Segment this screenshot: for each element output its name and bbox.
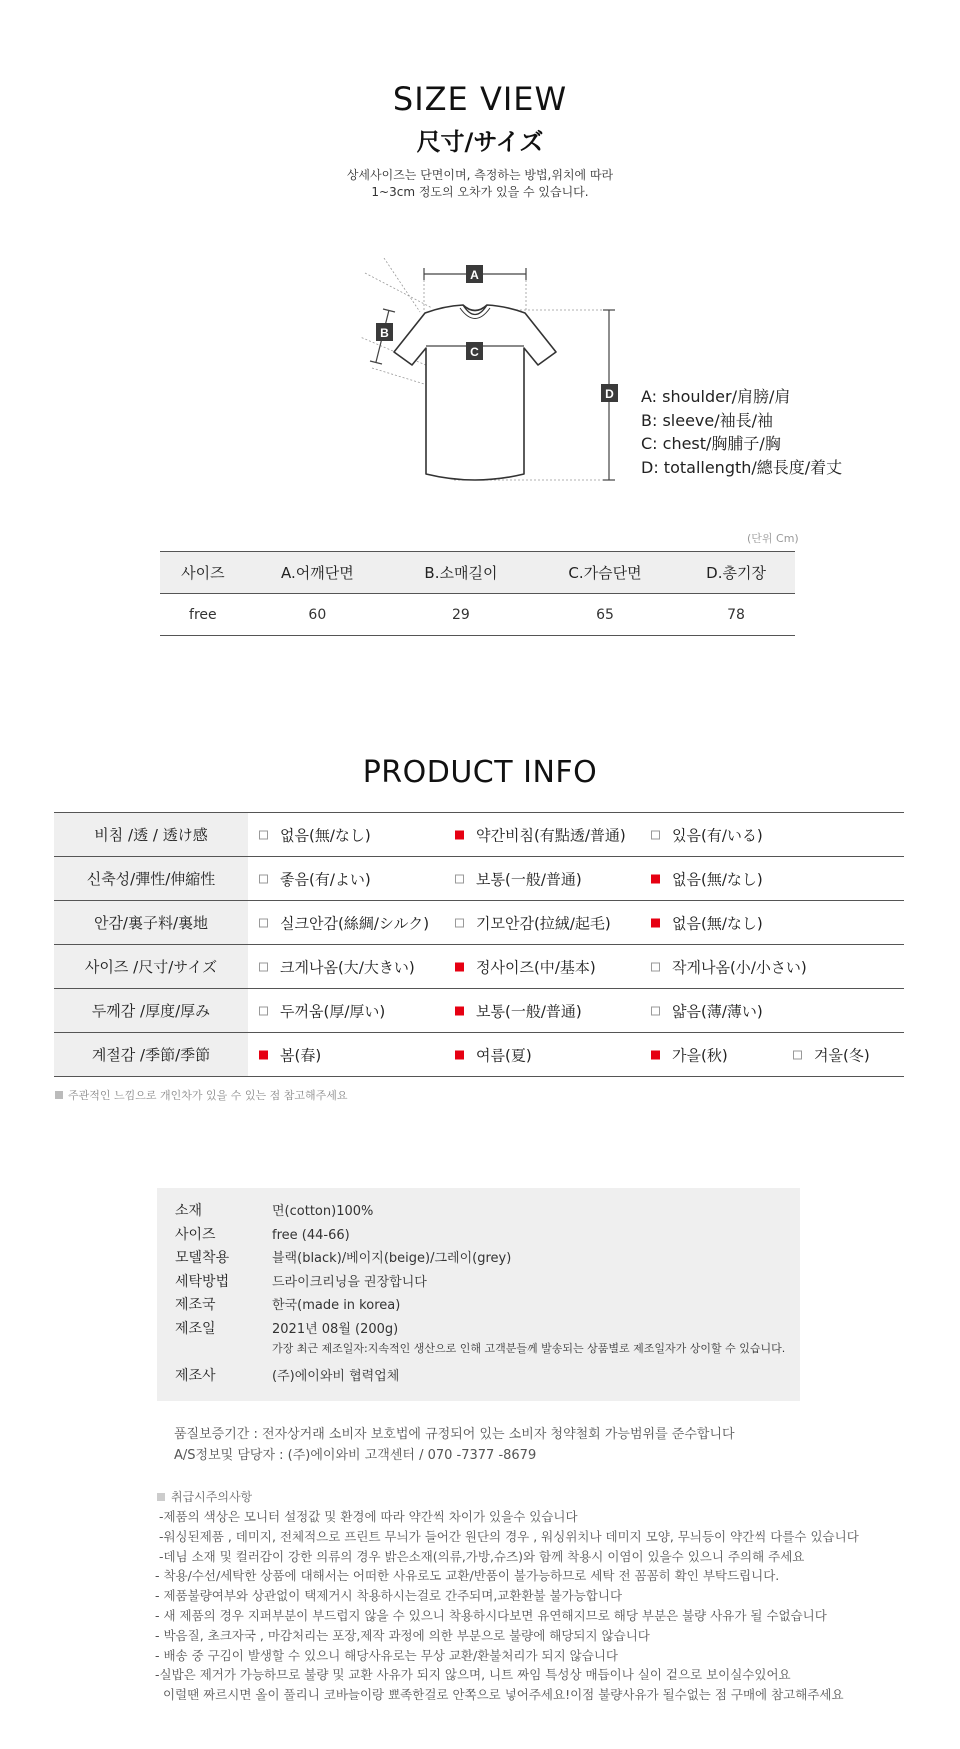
quality-warranty: 품질보증기간 : 전자상거래 소비자 보호법에 규정되어 있는 소비자 청약철회 가능범위를 준수합니다: [174, 1427, 735, 1442]
row-label: 계절감 /季節/季節: [54, 1033, 248, 1077]
option-item: 없음(無/なし): [651, 912, 763, 933]
spec-row-size: 사이즈 free (44-66): [175, 1226, 350, 1243]
checkbox-checked-icon: [455, 1006, 464, 1015]
bullet-square-icon: [55, 1091, 63, 1099]
row-label: 안감/裏子料/裏地: [54, 901, 248, 945]
cell-shoulder: 60: [246, 594, 389, 636]
checkbox-icon: [651, 962, 660, 971]
table-row: [160, 594, 795, 636]
care-line: -데님 소재 및 컬러감이 강한 의류의 경우 밝은소재(의류,가방,슈즈)와 함께 착용시 이염이 있을수 있으니 주의해 주세요: [155, 1548, 805, 1564]
size-view-note: [0, 167, 960, 201]
quality-info: [174, 1425, 735, 1466]
option-item: 좋음(有/よい): [259, 868, 371, 889]
checkbox-icon: [793, 1050, 802, 1059]
col-total-length: D.총기장: [677, 552, 795, 594]
checkbox-icon: [259, 918, 268, 927]
product-info-table: [54, 812, 904, 1077]
legend-sleeve: B: sleeve/袖長/袖: [641, 410, 774, 430]
row-thickness: [54, 989, 904, 1033]
checkbox-checked-icon: [651, 1050, 660, 1059]
cell-total-length: 78: [677, 594, 795, 636]
row-label: 신축성/彈性/伸縮性: [54, 857, 248, 901]
bullet-square-icon: [157, 1493, 165, 1501]
svg-text:A: A: [470, 268, 479, 282]
spec-row-wash: 세탁방법 드라이크리닝을 권장합니다: [175, 1273, 427, 1290]
cell-chest: 65: [533, 594, 677, 636]
legend-chest: C: chest/胸脯子/胸: [641, 434, 781, 453]
option-item: 여름(夏): [455, 1044, 532, 1065]
checkbox-icon: [259, 962, 268, 971]
spec-row-model: 모델착용 블랙(black)/베이지(beige)/그레이(grey): [175, 1250, 512, 1266]
option-item: 얇음(薄/薄い): [651, 1000, 763, 1021]
care-line: - 착용/수선/세탁한 상품에 대해서는 어떠한 사유로도 교환/반품이 불가능하므로 세탁 전 꼼꼼히 확인 부탁드립니다.: [155, 1568, 780, 1584]
legend-total-length: D: totallength/總長度/着丈: [641, 457, 843, 477]
care-line: - 새 제품의 경우 지퍼부분이 부드럽지 않을 수 있으니 착용하시다보면 유연해지므로 해당 부분은 불량 사유가 될 수없습니다: [155, 1607, 827, 1623]
option-item: 약간비침(有點透/普通): [455, 824, 626, 845]
size-view-note-line2: 1~3cm 정도의 오차가 있을 수 있습니다.: [371, 185, 589, 199]
product-info-footnote: 주관적인 느낌으로 개인차가 있을 수 있는 점 참고해주세요: [55, 1087, 348, 1103]
care-line: 이럴땐 짜르시면 올이 풀리니 코바늘이랑 뾰족한걸로 안쪽으로 넣어주세요!이점 불량사유가 될수없는 점 구매에 참고해주세요: [155, 1687, 844, 1703]
option-item: 겨울(冬): [793, 1044, 870, 1065]
col-sleeve: B.소매길이: [389, 552, 533, 594]
option-item: 보통(一般/普通): [455, 1000, 582, 1021]
option-item: 작게나옴(小/小さい): [651, 956, 807, 977]
checkbox-icon: [259, 1006, 268, 1015]
label-a: [466, 265, 483, 283]
checkbox-checked-icon: [651, 918, 660, 927]
legend-shoulder: A: shoulder/肩膀/肩: [641, 387, 791, 406]
checkbox-icon: [651, 1006, 660, 1015]
size-table-header: [160, 552, 795, 594]
care-notes: [155, 1507, 859, 1705]
option-item: 있음(有/いる): [651, 824, 763, 845]
spec-row-maker: 제조사 (주)에이와비 협력업체: [175, 1368, 400, 1384]
spec-box: [157, 1188, 800, 1401]
col-chest: C.가슴단면: [533, 552, 677, 594]
care-line: - 배송 중 구김이 발생할 수 있으니 해당사유로는 무상 교환/환불처리가 되지 않습니다: [155, 1647, 618, 1663]
checkbox-icon: [455, 918, 464, 927]
checkbox-checked-icon: [455, 830, 464, 839]
spec-row-country: 제조국 한국(made in korea): [175, 1297, 401, 1313]
option-item: 기모안감(拉絨/起毛): [455, 912, 611, 933]
option-item: 실크안감(絲綢/シルク): [259, 912, 429, 933]
option-item: 가을(秋): [651, 1044, 728, 1065]
col-shoulder: A.어깨단면: [246, 552, 389, 594]
option-item: 봄(春): [259, 1044, 321, 1065]
spec-date-note: 가장 최근 제조일자:지속적인 생산으로 인해 고객분들께 발송되는 상품별로 제조일자가 상이할 수 있습니다.: [272, 1342, 786, 1355]
measurement-legend: [641, 385, 842, 479]
size-view-note-line1: 상세사이즈는 단면이며, 측정하는 방법,위치에 따라: [346, 168, 614, 182]
size-view-subtitle: 尺寸/サイズ: [416, 128, 544, 156]
tshirt-measurement-diagram: [360, 258, 632, 490]
size-table: [160, 551, 795, 636]
care-line: -워싱된제품 , 데미지, 전체적으로 프린트 무늬가 들어간 원단의 경우 , 워싱위치나 데미지 모양, 무늬등이 약간씩 다를수 있습니다: [155, 1528, 859, 1544]
spec-row-material: 소재 면(cotton)100%: [175, 1203, 374, 1219]
row-lining: [54, 901, 904, 945]
option-item: 보통(一般/普通): [455, 868, 582, 889]
row-season: [54, 1033, 904, 1077]
cell-size: free: [160, 594, 246, 636]
option-item: 정사이즈(中/基本): [455, 956, 596, 977]
row-elasticity: [54, 857, 904, 901]
care-line: -제품의 색상은 모니터 설정값 및 환경에 따라 약간씩 차이가 있을수 있습니다: [155, 1509, 578, 1524]
care-title: 취급시주의사항: [157, 1488, 252, 1505]
unit-label: (단위 Cm): [747, 532, 799, 545]
care-line: - 제품불량여부와 상관없이 택제거시 착용하시는걸로 간주되며,교환환불 불가능합니다: [155, 1588, 623, 1604]
checkbox-icon: [455, 874, 464, 883]
row-label: 비침 /透 / 透け感: [54, 813, 248, 857]
row-size-fit: [54, 945, 904, 989]
care-line: - 박음질, 초크자국 , 마감처리는 포장,제작 과정에 의한 부분으로 불량에 해당되지 않습니다: [155, 1627, 650, 1643]
option-item: 두꺼움(厚/厚い): [259, 1000, 385, 1021]
care-line: -실밥은 제거가 가능하므로 불량 및 교환 사유가 되지 않으며, 니트 짜임 특성상 매듭이나 실이 겉으로 보이실수있어요: [155, 1667, 791, 1683]
label-d: [601, 384, 618, 402]
quality-as-contact: A/S정보및 담당자 : (주)에이와비 고객센터 / 070 -7377 -8679: [174, 1447, 537, 1463]
checkbox-icon: [259, 874, 268, 883]
label-c: [466, 342, 483, 360]
tshirt-outline: [394, 305, 556, 480]
row-transparency: [54, 813, 904, 857]
checkbox-icon: [259, 830, 268, 839]
checkbox-checked-icon: [455, 1050, 464, 1059]
checkbox-checked-icon: [651, 874, 660, 883]
svg-text:C: C: [470, 345, 479, 359]
cell-sleeve: 29: [389, 594, 533, 636]
label-b: [376, 323, 393, 341]
checkbox-checked-icon: [455, 962, 464, 971]
size-view-title: SIZE VIEW: [392, 80, 568, 118]
product-info-title: PRODUCT INFO: [362, 755, 598, 790]
svg-text:B: B: [380, 326, 389, 340]
checkbox-checked-icon: [259, 1050, 268, 1059]
option-item: 없음(無/なし): [651, 868, 763, 889]
checkbox-icon: [651, 830, 660, 839]
row-label: 두께감 /厚度/厚み: [54, 989, 248, 1033]
option-item: 없음(無/なし): [259, 824, 371, 845]
row-label: 사이즈 /尺寸/サイズ: [54, 945, 248, 989]
spec-row-date: 제조일 2021년 08월 (200g): [175, 1320, 399, 1337]
col-size: 사이즈: [160, 552, 246, 594]
svg-text:D: D: [605, 387, 614, 401]
option-item: 크게나옴(大/大きい): [259, 956, 415, 977]
